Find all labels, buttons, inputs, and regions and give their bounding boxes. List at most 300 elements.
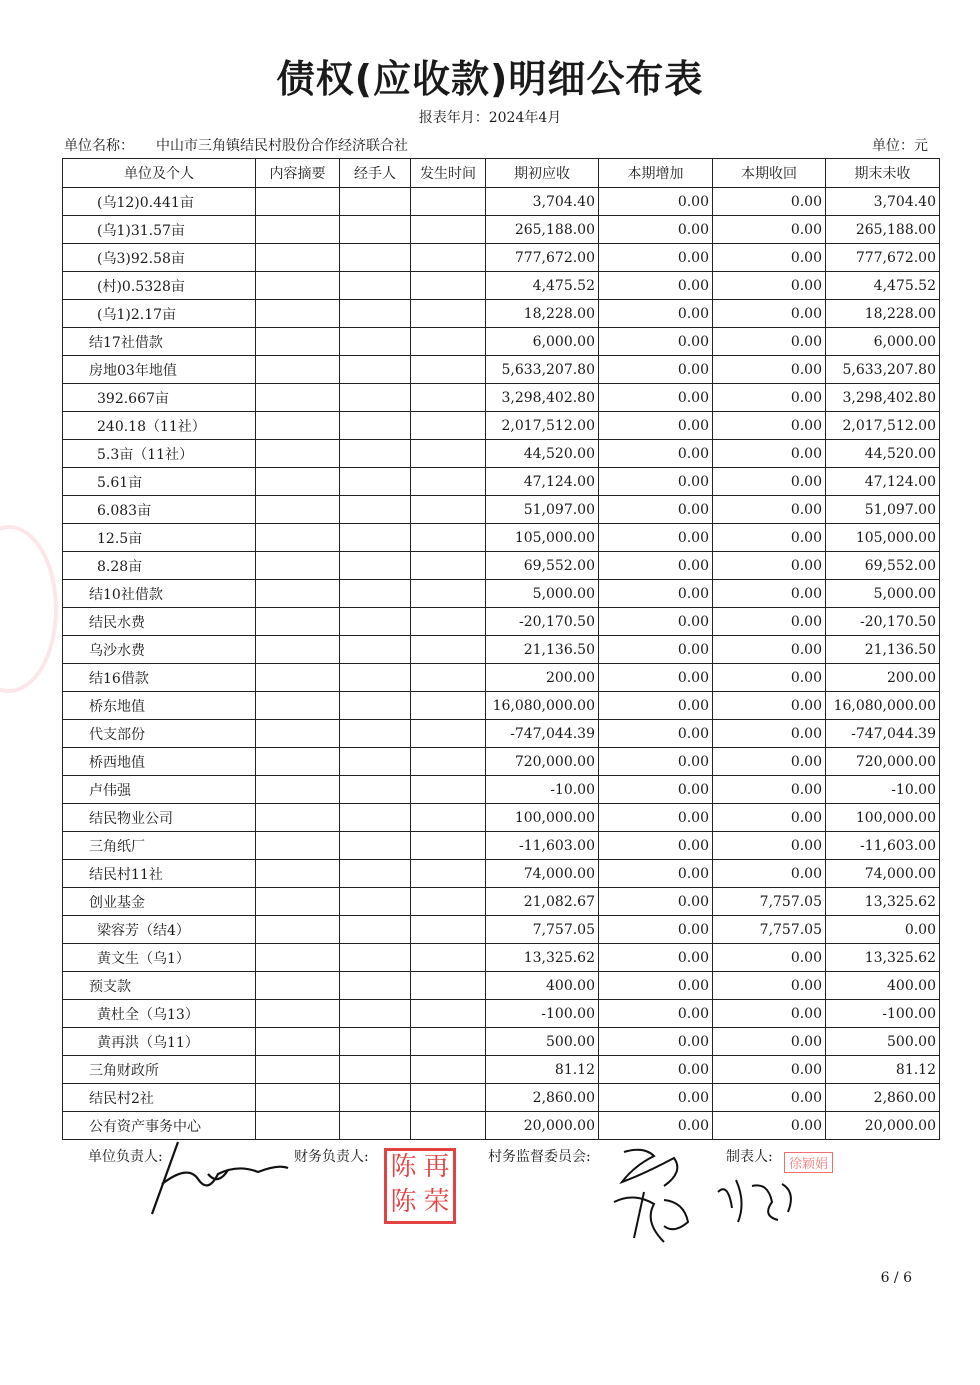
summary-cell: [256, 944, 340, 972]
party-cell: 黄文生（乌1）: [63, 944, 256, 972]
date-cell: [411, 300, 486, 328]
org-name: 中山市三角镇结民村股份合作经济联合社: [156, 138, 408, 154]
recovered-cell: 0.00: [713, 1028, 826, 1056]
opening-cell: 44,520.00: [486, 440, 599, 468]
recovered-cell: 0.00: [713, 356, 826, 384]
summary-cell: [256, 440, 340, 468]
recovered-cell: 0.00: [713, 748, 826, 776]
increase-cell: 0.00: [599, 412, 713, 440]
opening-cell: 69,552.00: [486, 552, 599, 580]
handler-cell: [340, 244, 411, 272]
increase-cell: 0.00: [599, 636, 713, 664]
closing-cell: 200.00: [826, 664, 940, 692]
closing-cell: 6,000.00: [826, 328, 940, 356]
date-cell: [411, 636, 486, 664]
increase-cell: 0.00: [599, 496, 713, 524]
table-row: [63, 664, 940, 692]
table-row: [63, 916, 940, 944]
increase-cell: 0.00: [599, 944, 713, 972]
finance-head-seal: 陈 再 陈 荣: [384, 1148, 456, 1224]
party-cell: 结民物业公司: [63, 804, 256, 832]
recovered-cell: 0.00: [713, 804, 826, 832]
handler-cell: [340, 328, 411, 356]
party-cell: 三角纸厂: [63, 832, 256, 860]
increase-cell: 0.00: [599, 720, 713, 748]
date-cell: [411, 552, 486, 580]
summary-cell: [256, 1000, 340, 1028]
summary-cell: [256, 1028, 340, 1056]
table-row: [63, 384, 940, 412]
opening-cell: 2,860.00: [486, 1084, 599, 1112]
summary-cell: [256, 720, 340, 748]
closing-cell: 21,136.50: [826, 636, 940, 664]
recovered-cell: 0.00: [713, 524, 826, 552]
handler-cell: [340, 580, 411, 608]
summary-cell: [256, 664, 340, 692]
handler-cell: [340, 748, 411, 776]
party-cell: (乌1)31.57亩: [63, 216, 256, 244]
table-row: [63, 692, 940, 720]
summary-cell: [256, 272, 340, 300]
closing-cell: 720,000.00: [826, 748, 940, 776]
summary-cell: [256, 692, 340, 720]
party-cell: 结民村11社: [63, 860, 256, 888]
table-row: [63, 860, 940, 888]
summary-cell: [256, 384, 340, 412]
recovered-cell: 0.00: [713, 664, 826, 692]
date-cell: [411, 720, 486, 748]
handler-cell: [340, 412, 411, 440]
summary-cell: [256, 804, 340, 832]
handler-cell: [340, 468, 411, 496]
recovered-cell: 0.00: [713, 776, 826, 804]
increase-cell: 0.00: [599, 776, 713, 804]
closing-cell: 16,080,000.00: [826, 692, 940, 720]
party-cell: 5.3亩（11社）: [63, 440, 256, 468]
table-row: [63, 1056, 940, 1084]
party-cell: 5.61亩: [63, 468, 256, 496]
table-row: [63, 580, 940, 608]
date-cell: [411, 972, 486, 1000]
increase-cell: 0.00: [599, 188, 713, 216]
date-cell: [411, 244, 486, 272]
table-row: [63, 1000, 940, 1028]
recovered-cell: 0.00: [713, 188, 826, 216]
increase-cell: 0.00: [599, 916, 713, 944]
handler-cell: [340, 636, 411, 664]
increase-cell: 0.00: [599, 552, 713, 580]
party-cell: 结民村2社: [63, 1084, 256, 1112]
closing-cell: -10.00: [826, 776, 940, 804]
table-row: [63, 188, 940, 216]
recovered-cell: 0.00: [713, 1112, 826, 1140]
table-row: [63, 1028, 940, 1056]
handler-cell: [340, 188, 411, 216]
summary-cell: [256, 300, 340, 328]
handler-cell: [340, 1112, 411, 1140]
closing-cell: -100.00: [826, 1000, 940, 1028]
increase-cell: 0.00: [599, 860, 713, 888]
recovered-cell: 0.00: [713, 468, 826, 496]
closing-cell: 20,000.00: [826, 1112, 940, 1140]
party-cell: (乌1)2.17亩: [63, 300, 256, 328]
date-cell: [411, 1112, 486, 1140]
opening-cell: 16,080,000.00: [486, 692, 599, 720]
party-cell: 结16借款: [63, 664, 256, 692]
closing-cell: 13,325.62: [826, 944, 940, 972]
date-cell: [411, 412, 486, 440]
opening-cell: 21,082.67: [486, 888, 599, 916]
supervision-signatures: [604, 1142, 714, 1252]
table-row: [63, 720, 940, 748]
report-period: 报表年月：2024年4月: [418, 110, 562, 126]
handler-cell: [340, 1084, 411, 1112]
unit-head-label: 单位负责人:: [88, 1149, 163, 1165]
summary-cell: [256, 244, 340, 272]
handler-cell: [340, 916, 411, 944]
increase-cell: 0.00: [599, 804, 713, 832]
party-cell: 创业基金: [63, 888, 256, 916]
handler-cell: [340, 692, 411, 720]
summary-cell: [256, 776, 340, 804]
party-cell: 8.28亩: [63, 552, 256, 580]
recovered-cell: 0.00: [713, 244, 826, 272]
summary-cell: [256, 832, 340, 860]
summary-cell: [256, 1056, 340, 1084]
table-row: [63, 272, 940, 300]
closing-cell: -20,170.50: [826, 608, 940, 636]
party-cell: 代支部份: [63, 720, 256, 748]
closing-cell: 51,097.00: [826, 496, 940, 524]
handler-cell: [340, 552, 411, 580]
handler-cell: [340, 888, 411, 916]
col-header-party: 单位及个人: [63, 159, 256, 188]
closing-cell: 13,325.62: [826, 888, 940, 916]
summary-cell: [256, 748, 340, 776]
table-row: [63, 244, 940, 272]
faded-seal-mark: [0, 525, 58, 693]
party-cell: 预支款: [63, 972, 256, 1000]
opening-cell: 200.00: [486, 664, 599, 692]
date-cell: [411, 832, 486, 860]
recovered-cell: 0.00: [713, 552, 826, 580]
summary-cell: [256, 916, 340, 944]
table-row: [63, 1084, 940, 1112]
closing-cell: 69,552.00: [826, 552, 940, 580]
table-row: [63, 300, 940, 328]
summary-cell: [256, 860, 340, 888]
col-header-opening: 期初应收: [486, 159, 599, 188]
summary-cell: [256, 888, 340, 916]
party-cell: 房地03年地值: [63, 356, 256, 384]
table-row: [63, 972, 940, 1000]
opening-cell: 13,325.62: [486, 944, 599, 972]
closing-cell: 0.00: [826, 916, 940, 944]
table-row: [63, 216, 940, 244]
date-cell: [411, 384, 486, 412]
party-cell: (村)0.5328亩: [63, 272, 256, 300]
opening-cell: 100,000.00: [486, 804, 599, 832]
opening-cell: 21,136.50: [486, 636, 599, 664]
handler-cell: [340, 496, 411, 524]
opening-cell: 3,298,402.80: [486, 384, 599, 412]
preparer-name-stamp: 徐颖娟: [784, 1152, 833, 1173]
recovered-cell: 0.00: [713, 384, 826, 412]
handler-cell: [340, 1056, 411, 1084]
closing-cell: 4,475.52: [826, 272, 940, 300]
increase-cell: 0.00: [599, 1084, 713, 1112]
recovered-cell: 0.00: [713, 496, 826, 524]
date-cell: [411, 1056, 486, 1084]
table-row: [63, 412, 940, 440]
date-cell: [411, 1028, 486, 1056]
date-cell: [411, 804, 486, 832]
recovered-cell: 0.00: [713, 440, 826, 468]
increase-cell: 0.00: [599, 832, 713, 860]
finance-head-label: 财务负责人:: [294, 1149, 369, 1165]
opening-cell: 2,017,512.00: [486, 412, 599, 440]
opening-cell: -20,170.50: [486, 608, 599, 636]
closing-cell: 265,188.00: [826, 216, 940, 244]
org-label: 单位名称：: [64, 138, 134, 154]
handler-cell: [340, 776, 411, 804]
opening-cell: 400.00: [486, 972, 599, 1000]
opening-cell: -10.00: [486, 776, 599, 804]
table-row: [63, 496, 940, 524]
handler-cell: [340, 608, 411, 636]
summary-cell: [256, 468, 340, 496]
opening-cell: 777,672.00: [486, 244, 599, 272]
increase-cell: 0.00: [599, 468, 713, 496]
increase-cell: 0.00: [599, 300, 713, 328]
table-row: [63, 608, 940, 636]
col-header-closing: 期末未收: [826, 159, 940, 188]
opening-cell: 51,097.00: [486, 496, 599, 524]
increase-cell: 0.00: [599, 1028, 713, 1056]
recovered-cell: 0.00: [713, 300, 826, 328]
closing-cell: 3,704.40: [826, 188, 940, 216]
opening-cell: 20,000.00: [486, 1112, 599, 1140]
handler-cell: [340, 944, 411, 972]
handler-cell: [340, 1028, 411, 1056]
increase-cell: 0.00: [599, 440, 713, 468]
party-cell: 392.667亩: [63, 384, 256, 412]
handler-cell: [340, 384, 411, 412]
party-cell: 黄再洪（乌11）: [63, 1028, 256, 1056]
party-cell: 240.18（11社）: [63, 412, 256, 440]
increase-cell: 0.00: [599, 664, 713, 692]
col-header-date: 发生时间: [411, 159, 486, 188]
summary-cell: [256, 580, 340, 608]
opening-cell: 720,000.00: [486, 748, 599, 776]
col-header-handler: 经手人: [340, 159, 411, 188]
date-cell: [411, 328, 486, 356]
closing-cell: 74,000.00: [826, 860, 940, 888]
summary-cell: [256, 496, 340, 524]
opening-cell: 18,228.00: [486, 300, 599, 328]
recovered-cell: 0.00: [713, 608, 826, 636]
increase-cell: 0.00: [599, 692, 713, 720]
closing-cell: 5,633,207.80: [826, 356, 940, 384]
handler-cell: [340, 300, 411, 328]
party-cell: 6.083亩: [63, 496, 256, 524]
handler-cell: [340, 1000, 411, 1028]
handler-cell: [340, 356, 411, 384]
opening-cell: 47,124.00: [486, 468, 599, 496]
recovered-cell: 0.00: [713, 692, 826, 720]
page-number: 6 / 6: [880, 1270, 912, 1286]
summary-cell: [256, 188, 340, 216]
closing-cell: 47,124.00: [826, 468, 940, 496]
party-cell: 黄杜全（乌13）: [63, 1000, 256, 1028]
increase-cell: 0.00: [599, 524, 713, 552]
party-cell: 结10社借款: [63, 580, 256, 608]
opening-cell: 6,000.00: [486, 328, 599, 356]
recovered-cell: 0.00: [713, 1000, 826, 1028]
increase-cell: 0.00: [599, 328, 713, 356]
closing-cell: 105,000.00: [826, 524, 940, 552]
date-cell: [411, 1000, 486, 1028]
table-row: [63, 944, 940, 972]
summary-cell: [256, 636, 340, 664]
handler-cell: [340, 216, 411, 244]
date-cell: [411, 524, 486, 552]
increase-cell: 0.00: [599, 1056, 713, 1084]
table-row: [63, 356, 940, 384]
handler-cell: [340, 720, 411, 748]
summary-cell: [256, 524, 340, 552]
party-cell: 12.5亩: [63, 524, 256, 552]
recovered-cell: 7,757.05: [713, 916, 826, 944]
party-cell: 公有资产事务中心: [63, 1112, 256, 1140]
recovered-cell: 0.00: [713, 720, 826, 748]
increase-cell: 0.00: [599, 608, 713, 636]
date-cell: [411, 916, 486, 944]
closing-cell: -11,603.00: [826, 832, 940, 860]
summary-cell: [256, 356, 340, 384]
opening-cell: 3,704.40: [486, 188, 599, 216]
handler-cell: [340, 524, 411, 552]
table-row: [63, 776, 940, 804]
handler-cell: [340, 860, 411, 888]
increase-cell: 0.00: [599, 1112, 713, 1140]
handler-cell: [340, 440, 411, 468]
date-cell: [411, 748, 486, 776]
opening-cell: -100.00: [486, 1000, 599, 1028]
recovered-cell: 0.00: [713, 272, 826, 300]
table-row: [63, 440, 940, 468]
date-cell: [411, 888, 486, 916]
recovered-cell: 0.00: [713, 832, 826, 860]
table-body: [63, 188, 940, 1140]
handler-cell: [340, 972, 411, 1000]
party-cell: 卢伟强: [63, 776, 256, 804]
closing-cell: 777,672.00: [826, 244, 940, 272]
opening-cell: 81.12: [486, 1056, 599, 1084]
party-cell: 桥西地值: [63, 748, 256, 776]
increase-cell: 0.00: [599, 888, 713, 916]
increase-cell: 0.00: [599, 972, 713, 1000]
supervision-label: 村务监督委员会:: [488, 1149, 591, 1165]
closing-cell: -747,044.39: [826, 720, 940, 748]
table-row: [63, 552, 940, 580]
party-cell: (乌3)92.58亩: [63, 244, 256, 272]
closing-cell: 400.00: [826, 972, 940, 1000]
table-row: [63, 888, 940, 916]
recovered-cell: 7,757.05: [713, 888, 826, 916]
increase-cell: 0.00: [599, 244, 713, 272]
date-cell: [411, 216, 486, 244]
date-cell: [411, 860, 486, 888]
recovered-cell: 0.00: [713, 944, 826, 972]
opening-cell: 74,000.00: [486, 860, 599, 888]
closing-cell: 2,017,512.00: [826, 412, 940, 440]
date-cell: [411, 272, 486, 300]
date-cell: [411, 608, 486, 636]
table-row: [63, 328, 940, 356]
org-info-row: [64, 135, 928, 155]
closing-cell: 18,228.00: [826, 300, 940, 328]
opening-cell: 500.00: [486, 1028, 599, 1056]
col-header-summary: 内容摘要: [256, 159, 340, 188]
closing-cell: 500.00: [826, 1028, 940, 1056]
increase-cell: 0.00: [599, 580, 713, 608]
closing-cell: 5,000.00: [826, 580, 940, 608]
page-title: 债权(应收款)明细公布表: [276, 57, 704, 101]
recovered-cell: 0.00: [713, 1084, 826, 1112]
receivables-table: [62, 158, 940, 1140]
recovered-cell: 0.00: [713, 972, 826, 1000]
summary-cell: [256, 552, 340, 580]
summary-cell: [256, 328, 340, 356]
unit-head-signature: [148, 1134, 298, 1224]
closing-cell: 100,000.00: [826, 804, 940, 832]
date-cell: [411, 356, 486, 384]
opening-cell: -11,603.00: [486, 832, 599, 860]
opening-cell: 5,000.00: [486, 580, 599, 608]
party-cell: 结民水费: [63, 608, 256, 636]
increase-cell: 0.00: [599, 748, 713, 776]
currency-unit: 单位：元: [872, 138, 928, 154]
col-header-recovered: 本期收回: [713, 159, 826, 188]
closing-cell: 2,860.00: [826, 1084, 940, 1112]
date-cell: [411, 440, 486, 468]
col-header-increase: 本期增加: [599, 159, 713, 188]
party-cell: 桥东地值: [63, 692, 256, 720]
date-cell: [411, 188, 486, 216]
table-row: [63, 468, 940, 496]
handler-cell: [340, 272, 411, 300]
recovered-cell: 0.00: [713, 860, 826, 888]
closing-cell: 81.12: [826, 1056, 940, 1084]
summary-cell: [256, 412, 340, 440]
summary-cell: [256, 216, 340, 244]
summary-cell: [256, 972, 340, 1000]
increase-cell: 0.00: [599, 356, 713, 384]
date-cell: [411, 664, 486, 692]
increase-cell: 0.00: [599, 216, 713, 244]
recovered-cell: 0.00: [713, 580, 826, 608]
party-cell: (乌12)0.441亩: [63, 188, 256, 216]
date-cell: [411, 580, 486, 608]
signature-footer: [88, 1146, 908, 1256]
table-row: [63, 832, 940, 860]
date-cell: [411, 944, 486, 972]
opening-cell: 5,633,207.80: [486, 356, 599, 384]
summary-cell: [256, 1084, 340, 1112]
opening-cell: 105,000.00: [486, 524, 599, 552]
party-cell: 乌沙水费: [63, 636, 256, 664]
